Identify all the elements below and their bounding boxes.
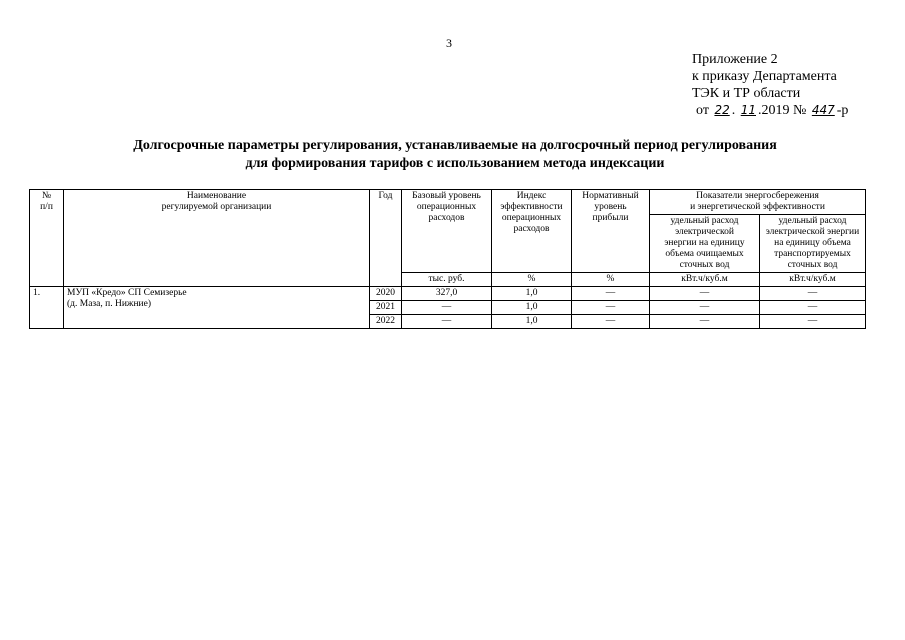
date-month: 11 xyxy=(740,103,756,117)
row-year: 2021 xyxy=(370,301,402,315)
row-norm: — xyxy=(572,315,650,329)
row-energy-1: — xyxy=(650,301,760,315)
unit-index: % xyxy=(492,273,572,287)
unit-energy-2: кВт.ч/куб.м xyxy=(760,273,866,287)
header-norm: Нормативный уровень прибыли xyxy=(572,190,650,273)
row-year: 2022 xyxy=(370,315,402,329)
document-title xyxy=(60,137,850,173)
row-energy-2: — xyxy=(760,315,866,329)
date-prefix: от xyxy=(696,103,709,118)
header-base: Базовый уровень операционных расходов xyxy=(402,190,492,273)
header-year: Год xyxy=(370,190,402,287)
header-index: Индекс эффективности операционных расходов xyxy=(492,190,572,273)
header-energy-group: Показатели энергосбережения и энергетической эффективности xyxy=(650,190,866,215)
row-base: — xyxy=(402,301,492,315)
row-norm: — xyxy=(572,301,650,315)
row-year: 2020 xyxy=(370,287,402,301)
header-row-1 xyxy=(30,190,866,215)
row-energy-1: — xyxy=(650,287,760,301)
title-line-1: Долгосрочные параметры регулирования, устанавливаемые на долгосрочный период регулирования xyxy=(133,138,777,153)
row-norm: — xyxy=(572,287,650,301)
row-energy-1: — xyxy=(650,315,760,329)
row-org: МУП «Кредо» СП Семизерье (д. Маза, п. Нижние) xyxy=(64,287,370,329)
header-energy-1: удельный расход электрической энергии на единицу объема очищаемых сточных вод xyxy=(650,215,760,273)
appendix-block xyxy=(692,51,848,119)
table-row xyxy=(30,287,866,301)
unit-energy-1: кВт.ч/куб.м xyxy=(650,273,760,287)
row-base: 327,0 xyxy=(402,287,492,301)
row-num: 1. xyxy=(30,287,64,329)
date-day: 22 xyxy=(714,103,730,117)
row-energy-2: — xyxy=(760,301,866,315)
header-num: № п/п xyxy=(30,190,64,287)
row-index: 1,0 xyxy=(492,287,572,301)
parameters-table xyxy=(29,189,866,329)
appendix-line-2: к приказу Департамента xyxy=(692,69,837,84)
date-year: .2019 № xyxy=(758,103,807,118)
order-number: 447 xyxy=(811,103,835,117)
row-index: 1,0 xyxy=(492,315,572,329)
appendix-line-1: Приложение 2 xyxy=(692,52,778,67)
row-base: — xyxy=(402,315,492,329)
date-dot: . xyxy=(731,103,736,118)
header-org: Наименование регулируемой организации xyxy=(64,190,370,287)
appendix-line-3: ТЭК и ТР области xyxy=(692,86,801,101)
title-line-2: для формирования тарифов с использованием метода индексации xyxy=(245,156,665,171)
row-index: 1,0 xyxy=(492,301,572,315)
order-suffix: -р xyxy=(836,103,849,118)
unit-norm: % xyxy=(572,273,650,287)
appendix-date-line xyxy=(696,102,848,119)
unit-base: тыс. руб. xyxy=(402,273,492,287)
header-energy-2: удельный расход электрической энергии на единицу объема транспортируемых сточных вод xyxy=(760,215,866,273)
page-number: 3 xyxy=(446,36,452,50)
row-energy-2: — xyxy=(760,287,866,301)
